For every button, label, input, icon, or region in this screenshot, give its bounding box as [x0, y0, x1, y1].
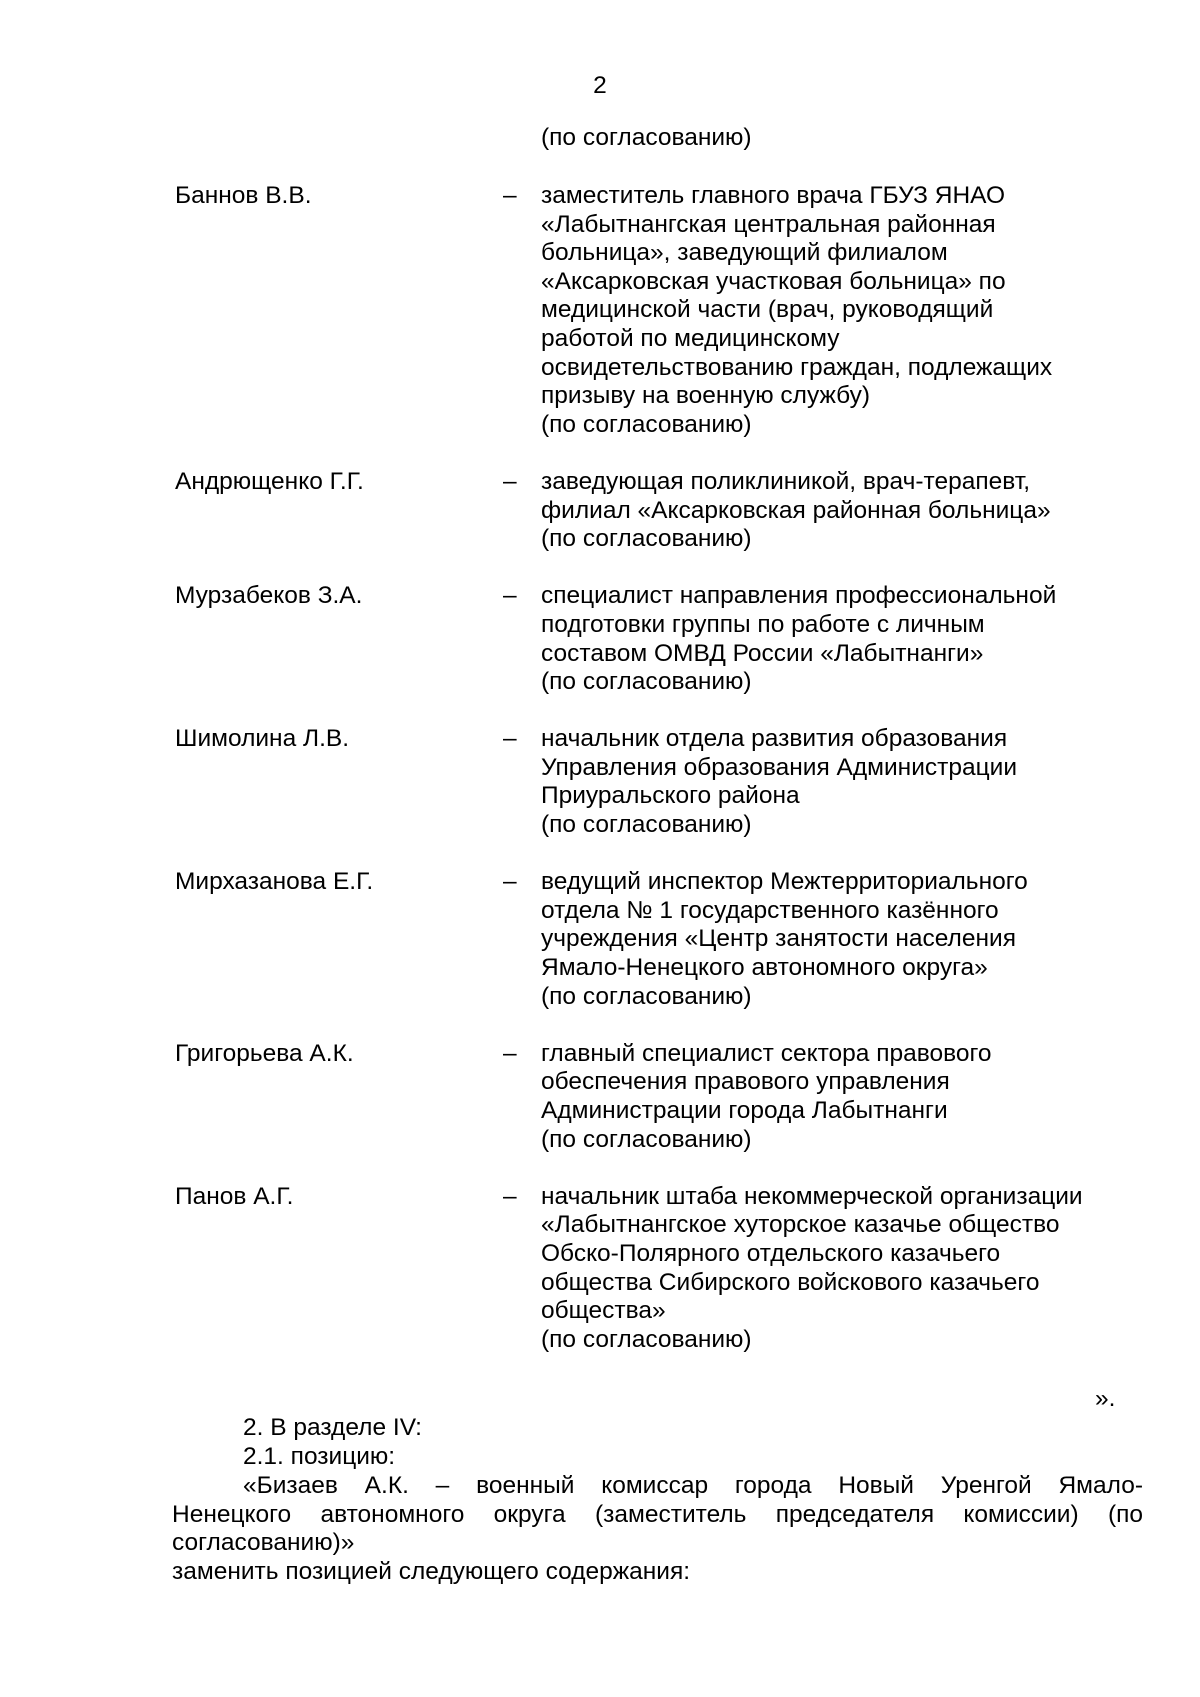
member-description-line: составом ОМВД России «Лабытнанги»: [541, 639, 984, 667]
member-dash: –: [503, 725, 517, 753]
member-entry: [175, 182, 1135, 439]
member-description-line: освидетельствованию граждан, подлежащих: [541, 353, 1053, 381]
member-entry: [175, 582, 1135, 696]
member-description-line: Управления образования Администрации: [541, 753, 1018, 781]
member-description-line: «Аксарковская участковая больница» по: [541, 267, 1006, 295]
member-name: Григорьева А.К.: [175, 1039, 354, 1067]
member-description-line: медицинской части (врач, руководящий: [541, 296, 994, 324]
member-description-line: начальник штаба некоммерческой организации: [541, 1182, 1083, 1210]
member-name: Шимолина Л.В.: [175, 725, 350, 753]
member-name: Панов А.Г.: [175, 1182, 294, 1210]
commission-members-list: [175, 182, 1135, 1383]
member-description-line: (по согласованию): [541, 811, 752, 839]
quote-line-1: «Бизаев А.К. – военный комиссар города Новый Уренгой Ямало-: [243, 1472, 1143, 1499]
member-name: Андрющенко Г.Г.: [175, 467, 364, 495]
quoted-position: [172, 1472, 1143, 1558]
member-entry: [175, 868, 1135, 1011]
member-dash: –: [503, 1182, 517, 1210]
member-description-line: (по согласованию): [541, 525, 752, 553]
member-entry: [175, 468, 1135, 554]
member-description: [541, 868, 1141, 1011]
member-description-line: общества Сибирского войскового казачьего: [541, 1268, 1040, 1296]
member-description-line: Приуральского района: [541, 782, 800, 810]
member-description-line: обеспечения правового управления: [541, 1068, 950, 1096]
member-name: Мирхазанова Е.Г.: [175, 868, 374, 896]
member-description-line: «Лабытнангское хуторское казачье общество: [541, 1211, 1060, 1239]
member-dash: –: [503, 467, 517, 495]
replace-instruction: заменить позицией следующего содержания:: [172, 1558, 691, 1585]
member-description-line: начальник отдела развития образования: [541, 725, 1008, 753]
quoted-position-line: Ненецкого автономного округа (заместитель председателя комиссии) (по: [172, 1500, 1143, 1528]
member-description-line: Администрации города Лабытнанги: [541, 1097, 948, 1124]
page-number: 2: [593, 72, 607, 99]
member-description-line: заместитель главного врача ГБУЗ ЯНАО: [541, 182, 1006, 209]
member-description: [541, 182, 1141, 439]
member-entry: [175, 725, 1135, 839]
member-dash: –: [503, 868, 517, 896]
subsection-heading: 2.1. позицию:: [243, 1443, 396, 1470]
member-description: [541, 468, 1141, 554]
member-description-line: филиал «Аксарковская районная больница»: [541, 496, 1051, 524]
member-description-line: работой по медицинскому: [541, 324, 840, 352]
member-description-line: (по согласованию): [541, 668, 752, 696]
member-description-line: (по согласованию): [541, 1325, 752, 1353]
member-description-line: подготовки группы по работе с личным: [541, 610, 985, 638]
member-name: Мурзабеков З.А.: [175, 582, 363, 610]
member-description-line: ведущий инспектор Межтерриториального: [541, 868, 1028, 896]
member-description-line: (по согласованию): [541, 410, 752, 438]
quoted-position-line: согласованию)»: [172, 1529, 355, 1557]
section-heading: 2. В разделе IV:: [243, 1414, 422, 1441]
member-description-line: главный специалист сектора правового: [541, 1039, 992, 1067]
member-description-line: общества»: [541, 1297, 666, 1325]
member-description: [541, 1183, 1141, 1355]
member-dash: –: [503, 182, 517, 209]
member-dash: –: [503, 1039, 517, 1067]
member-description-line: (по согласованию): [541, 982, 752, 1010]
member-description-line: (по согласованию): [541, 1125, 752, 1153]
member-description-line: учреждения «Центр занятости населения: [541, 925, 1016, 953]
member-description-line: отдела № 1 государственного казённого: [541, 896, 999, 924]
member-description: [541, 582, 1141, 696]
member-entry: [175, 1183, 1135, 1355]
member-name: Баннов В.В.: [175, 182, 312, 209]
member-dash: –: [503, 582, 517, 610]
member-description: [541, 1040, 1141, 1154]
member-description-line: Ямало-Ненецкого автономного округа»: [541, 954, 988, 982]
member-entry: [175, 1040, 1135, 1154]
member-description-line: специалист направления профессиональной: [541, 582, 1057, 610]
member-description-line: больница», заведующий филиалом: [541, 239, 948, 267]
member-description-line: заведующая поликлиникой, врач-терапевт,: [541, 467, 1031, 495]
member-description: [541, 725, 1141, 839]
member-description-line: Обско-Полярного отдельского казачьего: [541, 1239, 1001, 1267]
quoted-position-line: [172, 1472, 1143, 1501]
closing-quote: ».: [1095, 1385, 1116, 1412]
top-note: (по согласованию): [541, 124, 752, 151]
member-description-line: «Лабытнангская центральная районная: [541, 210, 996, 238]
member-description-line: призыву на военную службу): [541, 382, 871, 410]
